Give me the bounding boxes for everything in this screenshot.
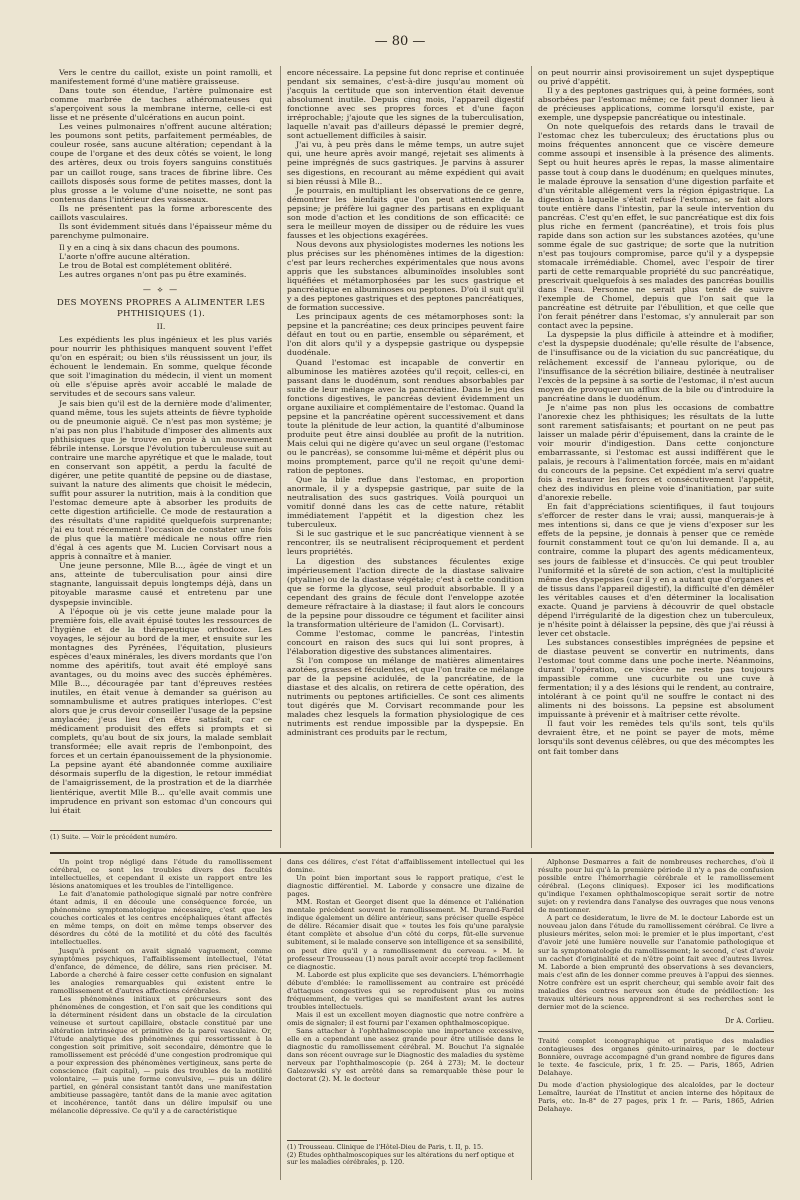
- page-number: — 80 —: [374, 34, 426, 49]
- section-number: II.: [156, 322, 166, 332]
- col1-intro-3: Ils ne présentent pas la forme arborescente des caillots vasculaires.: [50, 203, 272, 222]
- col1-short-line-0: Il y en a cinq à six dans chacun des poumons.: [59, 242, 240, 252]
- col1-intro-4: Ils sont évidemment situés dans l'épaisseur même du parenchyme pulmonaire.: [50, 221, 272, 240]
- col2-paragraph-2: Je pourrais, en multipliant les observations de ce genre, démontrer les bienfaits que l'on peut attendre de la pepsine; je préfère lui gagner des partisans en expliquant son mode d'action et les conditions de son efficacité: ce sera le meilleur moyen de dissiper ou de réduire les vues fausses et les objections exagérées.: [287, 185, 524, 240]
- col2-paragraph-9: Comme l'estomac, comme le pancréas, l'intestin concourt en raison des sucs qui lui sont propres, à l'élaboration digestive des substances alimentaires.: [287, 628, 524, 656]
- col3-paragraph-7: Il faut voir les remèdes tels qu'ils sont, tels qu'ils devraient être, et ne point se payer de mots, même lorsqu'ils sont devenus célèbres, ou que des mécomptes les ont fait tomber dans: [538, 719, 774, 756]
- bottom-col3-paragraph-0: Alphonse Desmarres a fait de nombreuses recherches, d'où il résulte pour lui qu'à la première période il n'y a pas de confusion possible entre l'hémorrhagie cérébrale et le ramollissement cérébral. (Leçons cliniques). Exposer ici les modifications qu'indique l'examen ophthalmoscopique serait sortir de notre sujet: on y reviendra dans l'analyse des ouvrages que nous venons de mentionner.: [538, 858, 774, 915]
- bottom-column-divider-2: [531, 858, 532, 1180]
- col1-short-line-2: Le trou de Botal est complétement oblitéré.: [59, 260, 232, 270]
- col3-paragraph-3: La dyspepsie la plus difficile à atteindre et à modifier, c'est la dyspepsie duodénale; qu'elle résulte de l'absence, de l'insuffisance ou de la viciation du suc pancréatique, du relâchement excessif de l'anneau pylorique, ou de l'insuffisance de la sécrétion biliaire, destinée à neutraliser l'excès de la pepsine à sa sortie de l'estomac, il n'est aucun moyen de provoquer un afflux de la bile ou d'introduire la pancréatine dans le duodénum.: [538, 330, 774, 403]
- col1-short-line-3: Les autres organes n'ont pas pu être examinés.: [59, 270, 247, 280]
- col3-paragraph-2: On note quelquefois des retards dans le travail de l'estomac chez les tuberculeux; des éructations plus ou moins fréquentes annoncent que ce viscère demeure comme assoupi et insensible à la présence des aliments. Sept ou huit heures après le repas, la masse alimentaire passe tout à coup dans le duodénum; en quelques minutes, le malade éprouve la sensation d'une digestion parfaite et d'un véritable allégement vers la région épigastrique. La digestion à laquelle s'était refusé l'estomac, se fait alors toute entière dans l'intestin, par la seule intervention du pancréas. C'est qu'en effet, le suc pancréatique est dix fois plus riche en ferment (pancréatine), et trois fois plus rapide dans son action sur les substances azotées, qu'une somme égale de suc gastrique; de sorte que la nutrition n'est pas toujours compromise, parce qu'il y a dyspepsie stomacale irrémédiable. Chomel, avec l'espoir de tirer parti de cette remarquable propriété du suc pancréatique, prescrivait quelquefois à ses malades des pancréas bouillis dans l'eau. Personne ne serait plus tenté de suivre l'exemple de Chomel, depuis que l'on sait que la pancréatine est détruite par l'ébullition, et que celle que l'on ferait pénétrer dans l'estomac, s'y annulerait par son contact avec la pepsine.: [538, 122, 774, 331]
- bottom-col2-paragraph-1: Un point bien important sous le rapport pratique, c'est le diagnostic différentiel. M. Laborde y consacre une dizaine de pages.: [287, 874, 524, 899]
- bottom-col2-paragraph-3: M. Laborde est plus explicite que ses devanciers. L'hémorrhagie débute d'emblée: le ramollissement au contraire est précédé d'attaques congestives qui se reproduisent plus ou moins fréquemment, de vertiges qui se manifestent avant les autres troubles intellectuels.: [287, 970, 524, 1011]
- bottom-column-3: [538, 858, 774, 1180]
- column-1: [50, 68, 272, 828]
- announcements: [538, 1037, 774, 1113]
- col1-paragraph-1: Je sais bien qu'il est de la dernière mode d'alimenter, quand même, tous les sujets atteints de fièvre typhoïde ou de pneumonie aiguë. Ce n'est pas mon système; je n'ai pas non plus l'habitude d'imposer des aliments aux phthisiques que je trouve en proie à un mouvement fébrile intense. Lorsque l'évolution tuberculeuse suit au contraire une marche apyrétique et que le malade, tout en conservant son appétit, a perdu la faculté de digérer, une petite quantité de pepsine ou de diastase, suivant la nature des aliments que choisit le médecin, suffit pour assurer la nutrition, mais à la condition que l'estomac demeure apte à absorber les produits de cette digestion artificielle. Ce mode de restauration a des résultats d'une rapidité quelquefois surprenante; j'ai eu tout récemment l'occasion de constater une fois de plus que la matière médicale ne nous offre rien d'égal à ces agents que M. Lucien Corvisart nous a appris à connaître et à manier.: [50, 398, 272, 562]
- bottom-col1-paragraph-2: Jusqu'à présent on avait signalé vaguement, comme symptômes psychiques, l'affaiblissement intellectuel, l'état d'enfance, de démence, de délire, sans rien préciser. M. Laborde a cherché à faire cesser cette confusion en signalant les analogies remarquables qui existent entre le ramollissement et d'autres affections cérébrales.: [50, 946, 272, 995]
- announcement-rule: [538, 1031, 774, 1032]
- bottom-col2-notes: [287, 1144, 524, 1167]
- author-signature: Dr A. Corlieu.: [725, 1016, 774, 1025]
- col2-paragraph-0: encore nécessaire. La pepsine fut donc reprise et continuée pendant six semaines, c'est-à-dire jusqu'au moment où j'acquis la certitude que son intervention était devenue absolument inutile. Depuis cinq mois, l'appareil digestif fonctionne avec ses propres forces et d'une façon irréprochable; j'ajoute que les signes de la tuberculisation, laquelle n'avait pas d'ailleurs dépassé le premier degré, sont actuellement difficiles à saisir.: [287, 68, 524, 141]
- col1-paragraph-0: Les expédients les plus ingénieux et les plus variés pour nourrir les phthisiques manquent souvent l'effet qu'on en espérait; ou bien s'ils réussissent un jour, ils échouent le lendemain. En somme, quelque féconde que soit l'imagination du médecin, il vient un moment où elle s'épuise après avoir accablé le malade de servitudes et de secours sans valeur.: [50, 335, 272, 399]
- col1-paragraph-2: Une jeune personne, Mlle B..., âgée de vingt et un ans, atteinte de tuberculisation pour ainsi dire stagnante, languissait depuis longtemps déjà, dans un pitoyable marasme causé et entretenu par une dyspepsie invincible.: [50, 561, 272, 607]
- col3-paragraph-4: Je n'aime pas non plus les occasions de combattre l'anorexie chez les phthisiques; les résultats de la lutte sont rarement satisfaisants; et pourtant on ne peut pas laisser un malade périr d'épuisement, dans la crainte de le voir mourir d'indigestion. Dans cette conjoncture embarrassante, si l'estomac est aussi indifférent que le palais, je recours à l'alimentation forcée, mais en m'aidant du concours de la pepsine. Cet expédient m'a servi quatre fois à restaurer les forces et consécutivement l'appétit, chez des individus en pleine voie d'inanitiation, par suite d'anorexie rebelle.: [538, 402, 774, 503]
- announcement-2: Du mode d'action physiologique des alcaloïdes, par le docteur Lemaître, lauréat de l'Institut et ancien interne des hôpitaux de Paris, etc. In-8° de 27 pages, prix 1 fr. — Paris, 1865, Adrien Delahaye.: [538, 1081, 774, 1114]
- column-divider-1: [280, 66, 281, 848]
- col1-intro-2: Les veines pulmonaires n'offrent aucune altération; les poumons sont petits, parfaitement perméables, de couleur rosée, sans aucune altération; cependant à la coupe de l'organe et des deux côtés se voient, le long des artères, deux ou trois foyers sanguins constitués par un caillot rouge, sans traces de fibrine libre. Ces caillots disposés sous forme de petites masses, dont la plus grosse a le volume d'une noisette, ne sont pas contenus dans l'intérieur des vaisseaux.: [50, 122, 272, 204]
- column-3: [538, 68, 774, 846]
- col1-intro-0: Vers le centre du caillot, existe un point ramolli, et manifestement formé d'une matière graisseuse.: [50, 68, 272, 87]
- announcement-1: Traité complet iconographique et pratique des maladies contagieuses des organes génito-urinaires, par le docteur Bonnière, ouvrage accompagné d'un grand nombre de figures dans le texte. 4e fascicule, prix, 1 fr. 25. — Paris, 1865, Adrien Delahaye.: [538, 1036, 774, 1078]
- bottom-col1-paragraph-3: Les phénomènes initiaux et précurseurs sont des phénomènes de congestion, et l'on sait que les conditions qui la déterminent résident dans un obstacle de la circulation veineuse et surtout capillaire, obstacle constitué par une altération intrinsèque et primitive de la paroi vasculaire. Or, l'étude analytique des phénomènes qui ressortissent à la congestion soit primitive, soit secondaire, démontre que le ramollissement est précédé d'une congestion prodromique qui a pour expression des phénomènes vertigineux, sans perte de conscience (fait capital), — puis des troubles de la motilité volontaire, — puis une forme convulsive, — puis un délire partiel, en général consistant tantôt dans une manifestation ambitieuse passagère, tantôt dans de la manie avec agitation et incohérence, tantôt dans un délire impulsif ou une mélancolie dépressive. Ce qu'il y a de caractéristique: [50, 994, 272, 1116]
- col3-paragraph-6: Les substances consestibles imprégnées de pepsine et de diastase peuvent se convertir en nutriments, dans l'estomac tout comme dans une poche inerte. Néanmoins, durant l'opération, ce viscère ne reste pas toujours impassible comme une cucurbite ou une cuve à fermentation; il y a des lésions qui le rendent, au contraire, intolérant à ce point qu'il ne souffre le contact ni des aliments ni des boissons. La pepsine est absolument impuissante à prévenir et à maîtriser cette révolte.: [538, 637, 774, 720]
- col2-paragraph-1: J'ai vu, à peu près dans le même temps, un autre sujet qui, une heure après avoir mangé, rejetait ses aliments à peine imprégnés de sucs gastriques. Je parvins à assurer ses digestions, en recourant au même expédient qui avait si bien réussi à Mlle B...: [287, 140, 524, 186]
- col2-paragraph-6: Que la bile reflue dans l'estomac, en proportion anormale, il y a dyspepsie gastrique, par suite de la neutralisation des sucs gastriques. Voilà pourquoi un vomitif donné dans les cas de cette nature, rétablit immédiatement l'appétit et la digestion chez les tuberculeux.: [287, 475, 524, 530]
- col2-paragraph-7: Si le suc gastrique et le suc pancréatique viennent à se rencontrer, ils se neutralisent réciproquement et perdent leurs propriétés.: [287, 529, 524, 557]
- section-divider: [50, 852, 774, 854]
- col3-paragraph-5: En fait d'appréciations scientifiques, il faut toujours s'efforcer de rester dans le vrai; aussi, manquerais-je à mes intentions si, dans ce que je viens d'exposer sur les effets de la pepsine, je donnais à penser que ce remède fournit constamment tout ce qu'on lui demande. Il a, au contraire, comme la plupart des agents médicamenteux, ses jours de faiblesse et d'insuccès. Ce qui peut troubler l'uniformité et la sûreté de son action, c'est la multiplicité même des dyspepsies (car il y en a autant que d'organes et de tissus dans l'appareil digestif), la difficulté d'en démêler les véritables causes et d'en déterminer la localisation exacte. Quand je parviens à découvrir de quel obstacle dépend l'irrégularité de la digestion chez un tuberculeux, je n'hésite point à délaisser la pepsine, dès que j'ai réussi à lever cet obstacle.: [538, 502, 774, 638]
- col1-paragraph-3: A l'époque où je vis cette jeune malade pour la première fois, elle avait épuisé toutes les ressources de l'hygiène et de la thérapeutique orthodoxe. Les voyages, le séjour au bord de la mer, et ensuite sur les montagnes des Pyrénées, l'équitation, plusieurs espèces d'eaux minérales, les divers mordants que l'on nomme des apéritifs, tout avait été employé sans avantages, ou du moins avec des succès éphémères. Mlle B..., découragée par tant d'épreuves restées inutiles, en était venue à demander sa guérison au somnambulisme et autres pratiques interlopes. C'est alors que je crus devoir conseiller l'usage de la pepsine amylacée; j'eus lieu d'en être satisfait, car ce médicament produisit des effets si prompts et si complets, qu'au bout de six jours, la malade semblait transformée; elle avait repris de l'embonpoint, des forces et un certain épanouissement de la physionomie. La pepsine ayant été abandonnée comme auxiliaire désormais superflu de la digestion, le retour immédiat de l'amaigrissement, de la prostration et de la diarrhée lientérique, avertit Mlle B... qu'elle avait commis une imprudence en privant son estomac d'un concours qui lui était: [50, 606, 272, 815]
- col2-paragraph-5: Quand l'estomac est incapable de convertir en albuminose les matières azotées qu'il reçoit, celles-ci, en passant dans le duodénum, sont rendues absorbables par suite de leur mélange avec la pancréatine. Dans le jeu des fonctions digestives, le pancréas devient évidemment un organe auxiliaire et complémentaire de l'estomac. Quand la pepsine et la pancréatine opèrent successivement et dans toute la plénitude de leur action, la quantité d'albuminose produite peut être ainsi doublée au profit de la nutrition. Mais celui qui ne digère qu'avec un seul organe (l'estomac ou le pancréas), se consomme lui-même et dépérit plus ou moins promptement, parce qu'il ne reçoit qu'une demi-ration de peptones.: [287, 357, 524, 476]
- bottom-col1-paragraph-0: Un point trop négligé dans l'étude du ramollissement cérébral, ce sont les troubles divers des facultés intellectuelles, et cependant il existe un rapport entre les lésions anatomiques et les troubles de l'intelligence.: [50, 858, 272, 891]
- bottom-footnote-rule: [287, 1140, 367, 1141]
- bottom-col2-paragraph-5: Sans attacher à l'ophthalmoscopie une importance excessive, elle en a cependant une assez grande pour être utilisée dans le diagnostic du ramollissement cérébral. M. Bouchut l'a signalée dans son récent ouvrage sur le Diagnostic des maladies du système nerveux par l'ophthalmoscopie (p. 264 à 273); M. le docteur Galezowski s'y est arrêté dans sa remarquable thèse pour le doctorat (2). M. le docteur: [287, 1026, 524, 1084]
- bottom-col2-note-1: (1) Trousseau. Clinique de l'Hôtel-Dieu de Paris, t. II, p. 15.: [287, 1143, 484, 1151]
- bottom-col3-paragraph-1: A part ce desideratum, le livre de M. le docteur Laborde est un nouveau jalon dans l'étude du ramollissement cérébral. Ce livre a plusieurs mérites, selon moi: le premier et le plus important, c'est d'avoir jeté une lumière nouvelle sur l'anatomie pathologique et sur la symptomatologie du ramollissement; le second, c'est d'avoir un cachet d'originalité et de n'être point fait avec d'autres livres. M. Laborde a bien emprunté des observations à ses devanciers, mais c'est afin de les donner comme preuves à l'appui des siennes. Notre confrère est un esprit chercheur, qui semble avoir fait des maladies des centres nerveux son étude de prédilection: les travaux ultérieurs nous apprendront si ses recherches sont le dernier mot de la science.: [538, 914, 774, 1011]
- col2-paragraph-10: Si l'on compose un mélange de matières alimentaires azotées, grasses et féculentes, et que l'on traite ce mélange par de la pepsine acidulée, de la pancréatine, de la diastase et des alcalis, on retirera de cette opération, des nutriments ou peptones artificielles. Ce sont ces aliments tout digérés que M. Corvisart recommande pour les malades chez lesquels la formation physiologique de ces nutriments est rendue impossible par la dyspepsie. En administrant ces produits par le rectum,: [287, 656, 524, 738]
- bottom-col2-note-2: (2) Études ophthalmoscopiques sur les altérations du nerf optique et sur les maladies cérébrales, p. 120.: [287, 1150, 515, 1167]
- section-heading: DES MOYENS PROPRES A ALIMENTER LES PHTHISIQUES (1).: [56, 298, 266, 320]
- bottom-column-2: [287, 858, 524, 1098]
- section-separator: — ⟡ —: [142, 285, 180, 295]
- column-divider-2: [531, 66, 532, 848]
- bottom-column-divider-1: [280, 858, 281, 1180]
- column-2: [287, 68, 524, 846]
- bottom-col2-paragraph-0: dans ces délires, c'est l'état d'affaiblissement intellectuel qui les domine.: [287, 858, 524, 875]
- col2-paragraph-8: La digestion des substances féculentes exige impérieusement l'action directe de la diastase salivaire (ptyaline) ou de la diastase végétale; c'est à cette condition que se forme la glycose, seul produit absorbable. Il y a cependant des grains de fécule dont l'enveloppe azotée demeure réfractaire à la diastase; il faut alors le concours de la pepsine pour dissoudre ce tégument et faciliter ainsi la transformation ultérieure de l'amidon (L. Corvisart).: [287, 556, 524, 629]
- col1-intro-1: Dans toute son étendue, l'artère pulmonaire est comme marbrée de taches athéromateuses qui s'aperçoivent sous la membrane interne, celle-ci est lisse et ne présente d'ulcérations en aucun point.: [50, 86, 272, 123]
- col3-paragraph-0: on peut nourrir ainsi provisoirement un sujet dyspeptique ou privé d'appétit.: [538, 68, 774, 87]
- footnote-rule: [50, 830, 272, 831]
- bottom-col2-paragraph-2: MM. Rostan et Georget disent que la démence et l'aliénation mentale précèdent souvent le ramollissement. M. Durand-Fardel indique également un délire antérieur, sans préciser quelle espèce de délire. Récamier disait que « toutes les fois qu'une paralysie étant complète et absolue d'un côté du corps, fût-elle survenue subitement, si le malade conserve son intelligence et sa sensibilité, on peut dire qu'il y a ramollissement du cerveau. » M. le professeur Trousseau (1) nous paraît avoir accepté trop facilement ce diagnostic.: [287, 898, 524, 971]
- col1-short-line-1: L'aorte n'offre aucune altération.: [59, 251, 191, 261]
- col2-paragraph-4: Les principaux agents de ces métamorphoses sont: la pepsine et la pancréatine; ces deux principes peuvent faire défaut en tout ou en partie, ensemble ou séparément, et l'on dit alors qu'il y a dyspepsie gastrique ou dyspepsie duodénale.: [287, 312, 524, 358]
- bottom-col1-paragraph-1: Le fait d'anatomie pathologique signalé par notre confrère étant admis, il en découle une conséquence forcée, un phénomène symptomatologique nécessaire, c'est que les couches corticales et les centres encéphaliques étant affectés en même temps, on doit en même temps observer des désordres du côté de la motilité et du côté des facultés intellectuelles.: [50, 890, 272, 947]
- col2-paragraph-3: Nous devons aux physiologistes modernes les notions les plus précises sur les phénomènes intimes de la digestion: c'est par leurs recherches expérimentales que nous avons appris que les substances albuminoïdes insolubles sont liquéfiées et métamorphosées par les sucs gastrique et pancréatique en albuminoses ou peptones. D'où il suit qu'il y a des peptones gastriques et des peptones pancréatiques, de formation successive.: [287, 239, 524, 313]
- bottom-column-1: [50, 858, 272, 1180]
- col1-footnote: (1) Suite. — Voir le précédent numéro.: [50, 833, 178, 841]
- bottom-col2-paragraph-4: Mais il est un excellent moyen diagnostic que notre confrère a omis de signaler; il est fourni par l'examen ophthalmoscopique.: [287, 1010, 524, 1027]
- col3-paragraph-1: Il y a des peptones gastriques qui, à peine formées, sont absorbées par l'estomac même; ce fait peut donner lieu à de précieuses applications, comme lorsqu'il existe, par exemple, une dyspepsie pancréatique ou intestinale.: [538, 86, 774, 123]
